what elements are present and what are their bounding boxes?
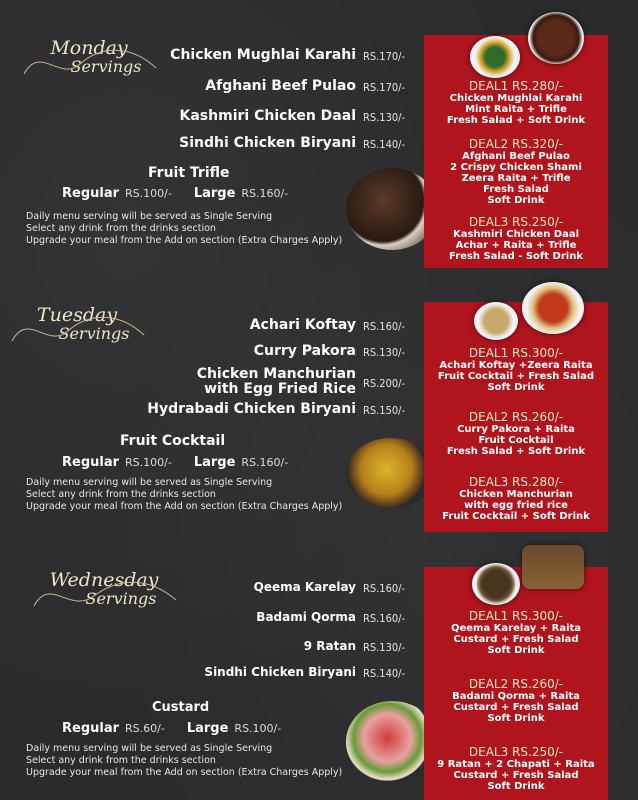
food-photo	[474, 302, 518, 340]
menu-item-name: Badami Qorma	[256, 610, 356, 624]
dessert-name: Fruit Trifle	[148, 165, 230, 181]
tuesday-title: Tuesday Servings	[22, 305, 132, 343]
menu-item-name: Kashmiri Chicken Daal	[179, 108, 356, 124]
deal-2: DEAL2 RS.320/- Afghani Beef Pulao 2 Crispy Chicken Shami Zeera Raita + Trifle Fresh Salad Soft Drink	[450, 137, 582, 206]
dessert-sizes: Regular RS.60/- Large RS.100/-	[62, 721, 282, 736]
tuesday-deals-panel	[424, 302, 608, 532]
flourish-ornament-icon	[30, 566, 180, 612]
menu-item-price: RS.200/-	[363, 377, 406, 390]
menu-item-name: Afghani Beef Pulao	[205, 78, 356, 94]
menu-item-name-line2: with Egg Fried Rice	[204, 381, 356, 397]
flourish-ornament-icon	[8, 301, 148, 347]
wednesday-section	[0, 545, 638, 800]
food-photo	[522, 545, 584, 589]
menu-item-name: Chicken Mughlai Karahi	[170, 47, 356, 63]
monday-deals-panel	[424, 35, 608, 268]
menu-item-price: RS.130/-	[363, 346, 406, 359]
food-photo	[472, 563, 520, 605]
menu-item-name: Achari Koftay	[249, 317, 356, 333]
dessert-sizes: Regular RS.100/- Large RS.160/-	[62, 455, 289, 470]
menu-item-name: Sindhi Chicken Biryani	[179, 135, 356, 151]
food-photo	[522, 282, 584, 334]
deal-2: DEAL2 RS.260/- Badami Qorma + Raita Custard + Fresh Salad Soft Drink	[452, 677, 580, 724]
serving-notes: Daily menu serving will be served as Single Serving Select any drink from the drinks section Upgrade your meal from the Add on section (Extra Charges Apply)	[26, 743, 343, 778]
menu-item-name: Hydrabadi Chicken Biryani	[147, 401, 356, 417]
monday-title: Monday Servings	[34, 38, 144, 76]
dessert-name: Custard	[152, 700, 210, 715]
menu-item-name: Sindhi Chicken Biryani	[204, 665, 356, 679]
wednesday-title: Wednesday Servings	[44, 570, 164, 608]
flourish-ornament-icon	[20, 34, 160, 80]
menu-item-price: RS.160/-	[363, 582, 406, 595]
menu-item-name: 9 Ratan	[303, 639, 356, 653]
menu-item-price: RS.170/-	[363, 81, 406, 94]
menu-item-price: RS.170/-	[363, 50, 406, 63]
menu-item-name: Chicken Manchurian	[196, 366, 356, 382]
menu-item-name: Curry Pakora	[253, 343, 356, 359]
tuesday-section	[0, 280, 638, 540]
menu-item-price: RS.130/-	[363, 111, 406, 124]
menu-item-price: RS.140/-	[363, 667, 406, 680]
dessert-name: Fruit Cocktail	[120, 433, 226, 449]
menu-item-price: RS.130/-	[363, 641, 406, 654]
dessert-sizes: Regular RS.100/- Large RS.160/-	[62, 186, 289, 201]
deal-1: DEAL1 RS.300/- Qeema Karelay + Raita Custard + Fresh Salad Soft Drink	[450, 609, 582, 656]
deal-3: DEAL3 RS.280/- Chicken Manchurian with egg fried rice Fruit Cocktail + Soft Drink	[442, 475, 590, 522]
monday-section	[0, 0, 638, 270]
deal-3: DEAL3 RS.250/- 9 Ratan + 2 Chapati + Raita Custard + Fresh Salad Soft Drink	[437, 745, 595, 792]
food-photo	[470, 36, 520, 78]
food-photo	[346, 438, 436, 508]
wednesday-deals-panel	[424, 567, 608, 800]
menu-item-name: Qeema Karelay	[253, 580, 356, 594]
menu-item-price: RS.160/-	[363, 320, 406, 333]
deal-1: DEAL1 RS.280/- Chicken Mughlai Karahi Mint Raita + Trifle Fresh Salad + Soft Drink	[446, 79, 586, 126]
serving-notes: Daily menu serving will be served as Single Serving Select any drink from the drinks section Upgrade your meal from the Add on section (Extra Charges Apply)	[26, 211, 343, 246]
serving-notes: Daily menu serving will be served as Single Serving Select any drink from the drinks section Upgrade your meal from the Add on section (Extra Charges Apply)	[26, 477, 343, 512]
deal-1: DEAL1 RS.300/- Achari Koftay +Zeera Raita Fruit Cocktail + Fresh Salad Soft Drink	[437, 346, 595, 393]
menu-item-price: RS.140/-	[363, 138, 406, 151]
menu-item-price: RS.150/-	[363, 404, 406, 417]
deal-2: DEAL2 RS.260/- Curry Pakora + Raita Fruit Cocktail Fresh Salad + Soft Drink	[446, 410, 586, 457]
menu-item-price: RS.160/-	[363, 612, 406, 625]
deal-3: DEAL3 RS.250/- Kashmiri Chicken Daal Achar + Raita + Trifle Fresh Salad - Soft Drink	[449, 215, 583, 262]
food-photo	[528, 12, 584, 64]
